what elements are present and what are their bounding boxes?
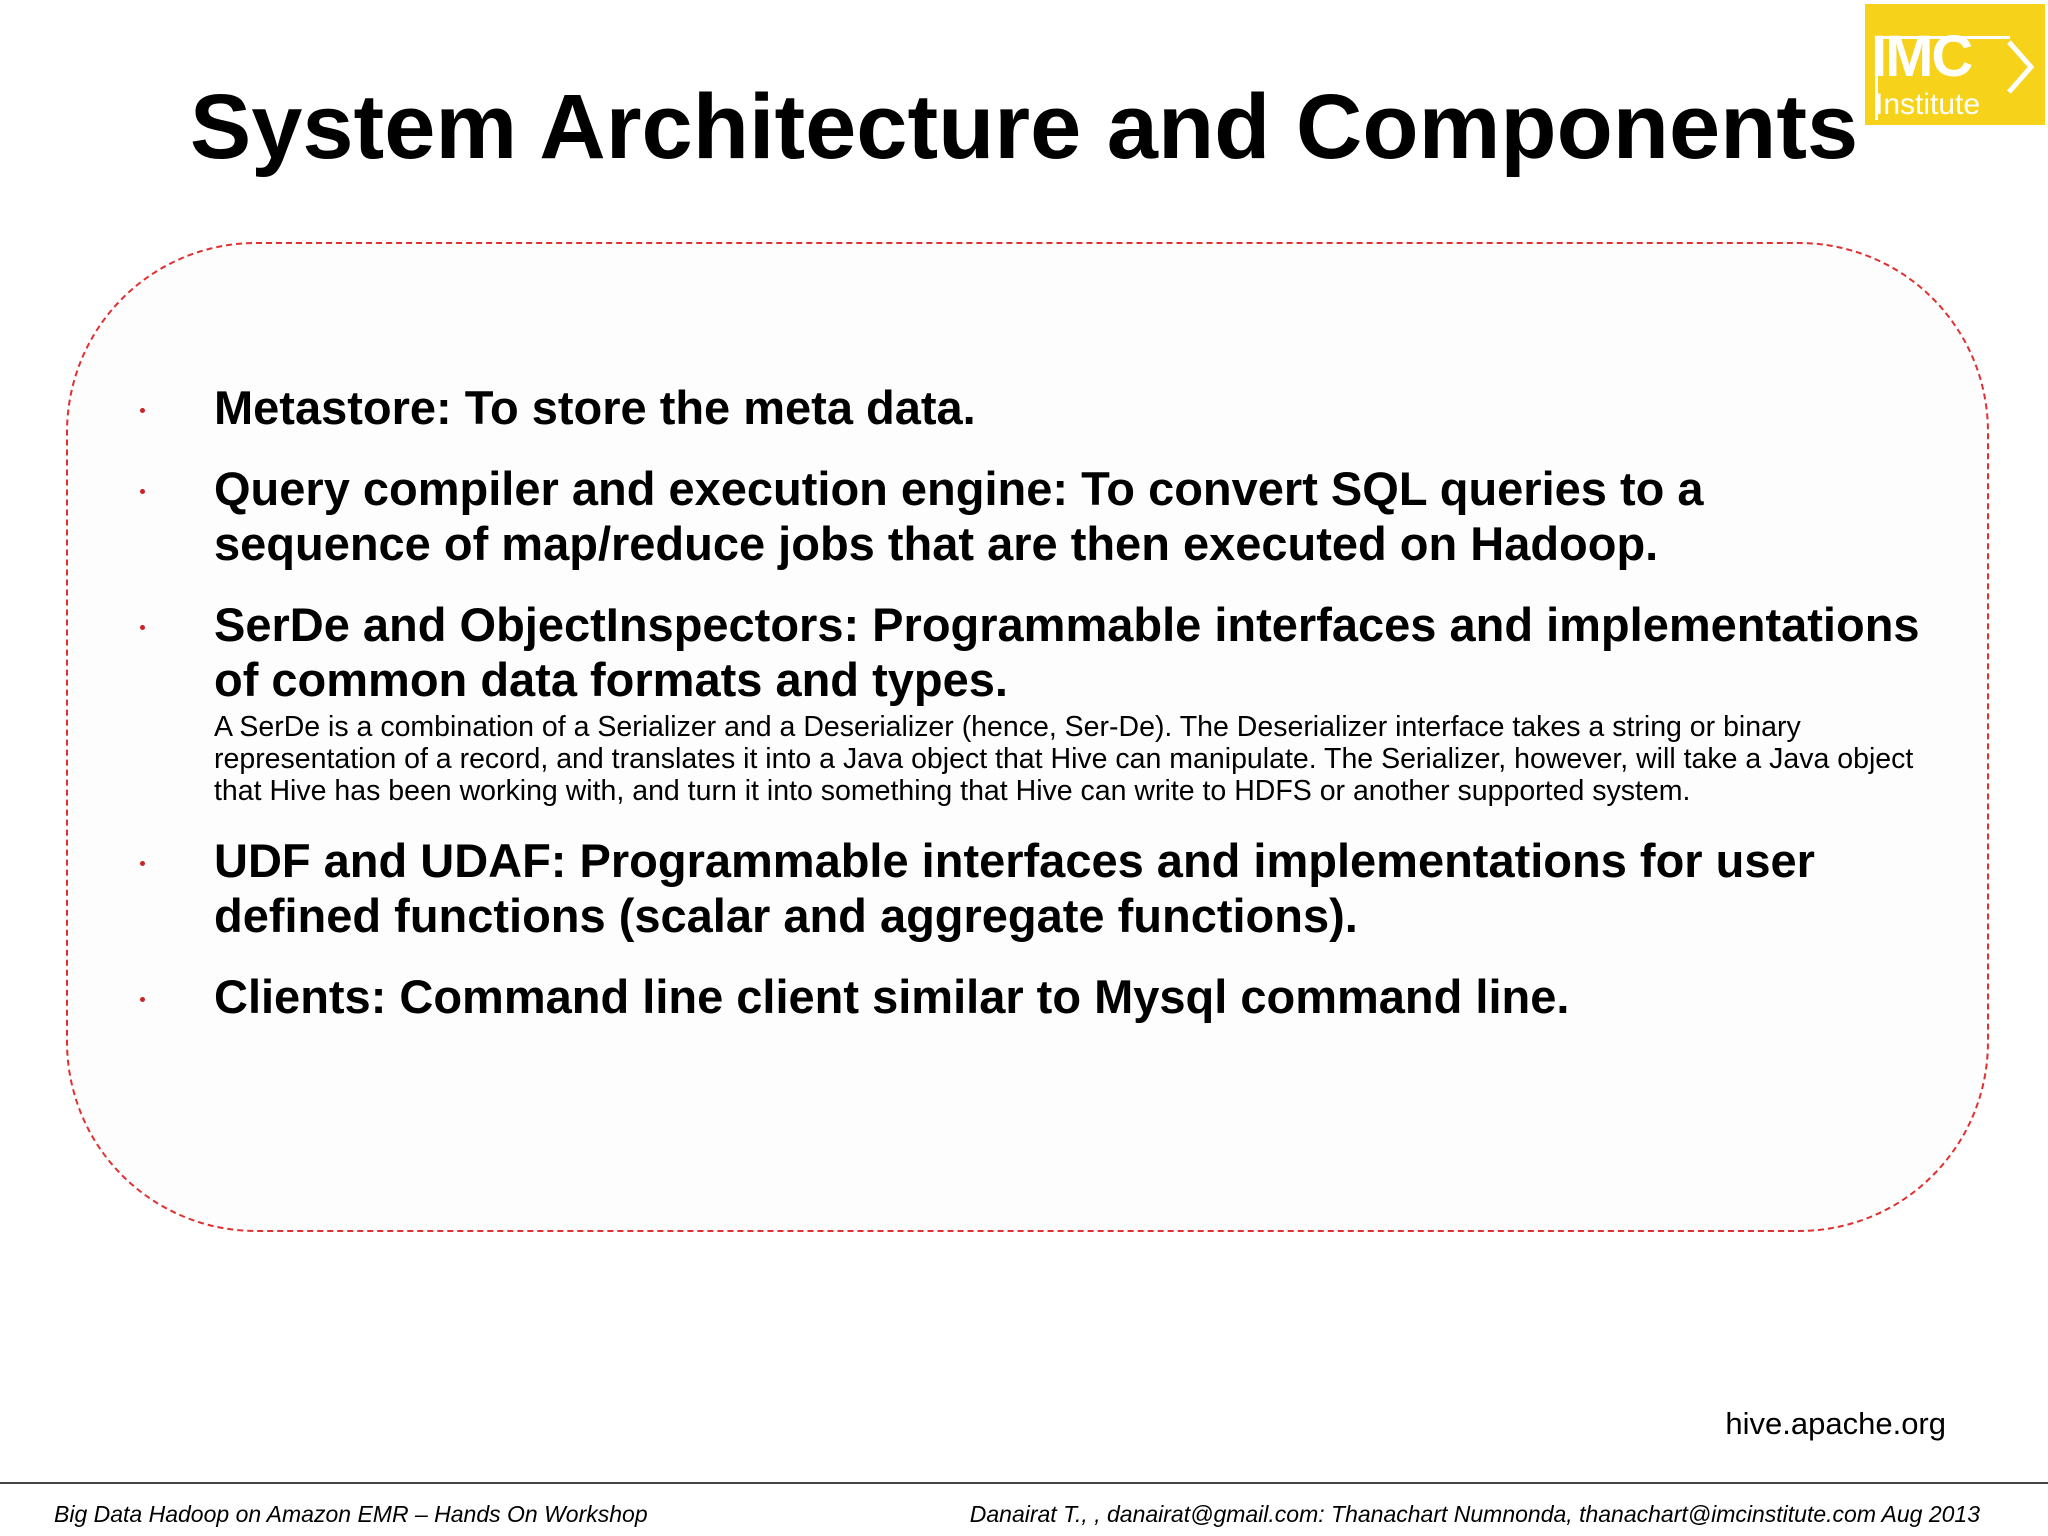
footer-divider: [0, 1482, 2048, 1484]
bullet-text: Query compiler and execution engine: To convert SQL queries to a sequence of map/reduce jobs that are then executed on Hadoop.: [214, 462, 1704, 570]
bullet-text: SerDe and ObjectInspectors: Programmable interfaces and implementations of common data formats and types.: [214, 598, 1920, 706]
bullet-marker: [140, 861, 145, 866]
bullet-text: Metastore: To store the meta data.: [214, 381, 976, 434]
bullet-item-serde: [130, 597, 1930, 807]
bullet-text: Clients: Command line client similar to Mysql command line.: [214, 970, 1570, 1023]
bullet-text: UDF and UDAF: Programmable interfaces and implementations for user defined functions (scalar and aggregate functions).: [214, 834, 1815, 942]
bullet-marker: [140, 997, 145, 1002]
bullet-item-clients: [130, 969, 1930, 1024]
logo-chevron-icon: [2005, 38, 2037, 96]
bullet-detail-text: A SerDe is a combination of a Serializer and a Deserializer (hence, Ser-De). The Deserializer interface takes a string or binary representation of a record, and translates it into a Java object that Hive can manipulate. The Serializer, however, will take a Java object that Hive has been working with, and turn it into something that Hive can write to HDFS or another supported system.: [214, 711, 1914, 807]
bullet-list: [130, 380, 1930, 1050]
logo-main-text: IMC: [1871, 24, 1972, 89]
bullet-item-udf: [130, 833, 1930, 943]
bullet-item-metastore: [130, 380, 1930, 435]
footer-authors: Danairat T., , danairat@gmail.com: Thanachart Numnonda, thanachart@imcinstitute.com Aug 2013: [969, 1501, 1980, 1527]
bullet-marker: [140, 489, 145, 494]
bullet-marker: [140, 408, 145, 413]
source-note: hive.apache.org: [1725, 1406, 1946, 1441]
logo-sub-text: Institute: [1875, 88, 1981, 121]
bullet-item-query-compiler: [130, 461, 1930, 571]
footer-workshop-title: Big Data Hadoop on Amazon EMR – Hands On Workshop: [54, 1501, 648, 1527]
imc-institute-logo: [1865, 4, 2045, 125]
bullet-marker: [140, 625, 145, 630]
slide-title: System Architecture and Components: [189, 76, 1859, 178]
